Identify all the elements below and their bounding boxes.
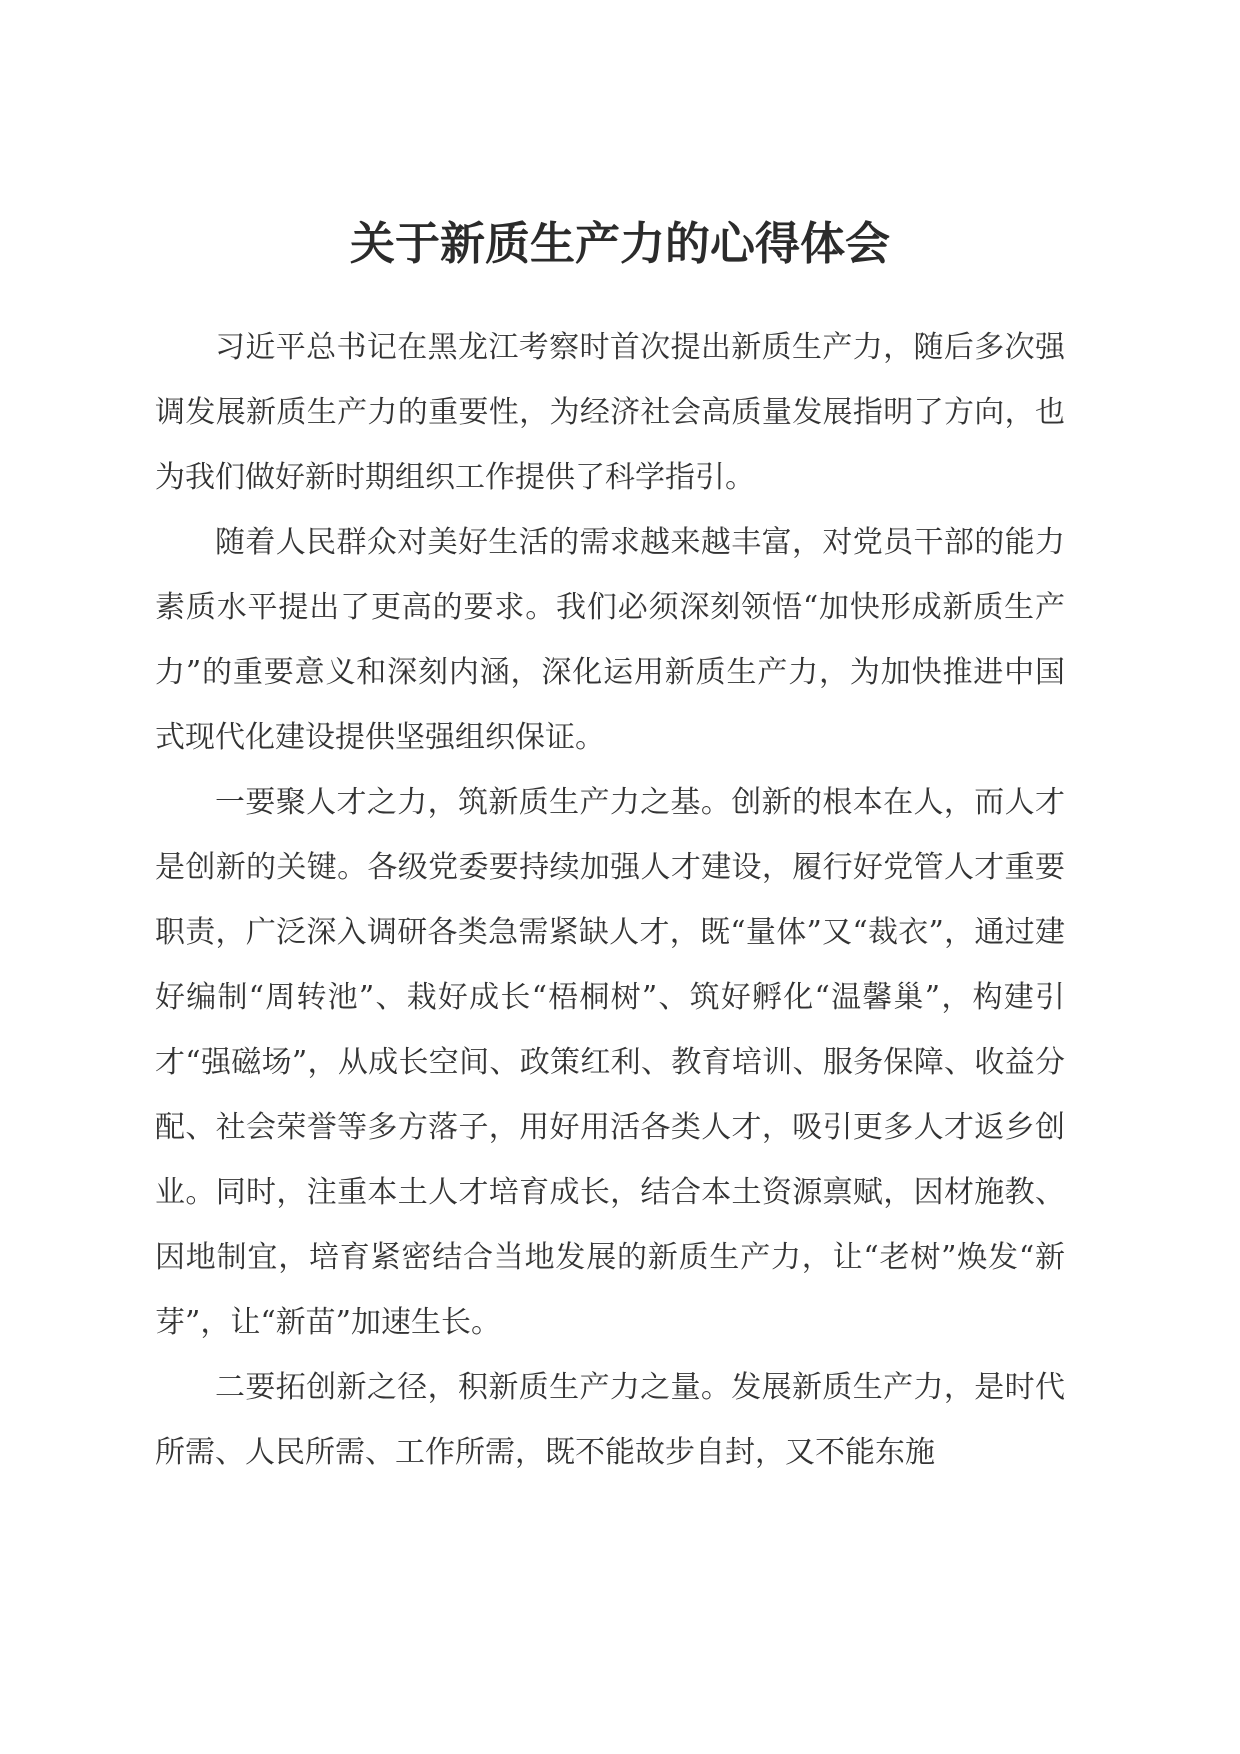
paragraph-intro: 习近平总书记在黑龙江考察时首次提出新质生产力，随后多次强调发展新质生产力的重要性，为经济社会高质量发展指明了方向，也为我们做好新时期组织工作提供了科学指引。 [155, 330, 1065, 495]
document-title: 关于新质生产力的心得体会 [349, 217, 890, 270]
paragraph-requirements: 随着人民群众对美好生活的需求越来越丰富，对党员干部的能力素质水平提出了更高的要求。我们必须深刻领悟“加快形成新质生产力”的重要意义和深刻内涵，深化运用新质生产力，为加快推进中国式现代化建设提供坚强组织保证。 [155, 525, 1065, 755]
document-body [155, 315, 1065, 1485]
paragraph-point-one: 一要聚人才之力，筑新质生产力之基。创新的根本在人，而人才是创新的关键。各级党委要持续加强人才建设，履行好党管人才重要职责，广泛深入调研各类急需紧缺人才，既“量体”又“裁衣”，通过建好编制“周转池”、栽好成长“梧桐树”、筑好孵化“温馨巢”，构建引才“强磁场”，从成长空间、政策红利、教育培训、服务保障、收益分配、社会荣誉等多方落子，用好用活各类人才，吸引更多人才返乡创业。同时，注重本土人才培育成长，结合本土资源禀赋，因材施教、因地制宜，培育紧密结合当地发展的新质生产力，让“老树”焕发“新芽”，让“新苗”加速生长。 [155, 785, 1065, 1340]
paragraph-point-two: 二要拓创新之径，积新质生产力之量。发展新质生产力，是时代所需、人民所需、工作所需，既不能故步自封，又不能东施 [155, 1370, 1065, 1470]
